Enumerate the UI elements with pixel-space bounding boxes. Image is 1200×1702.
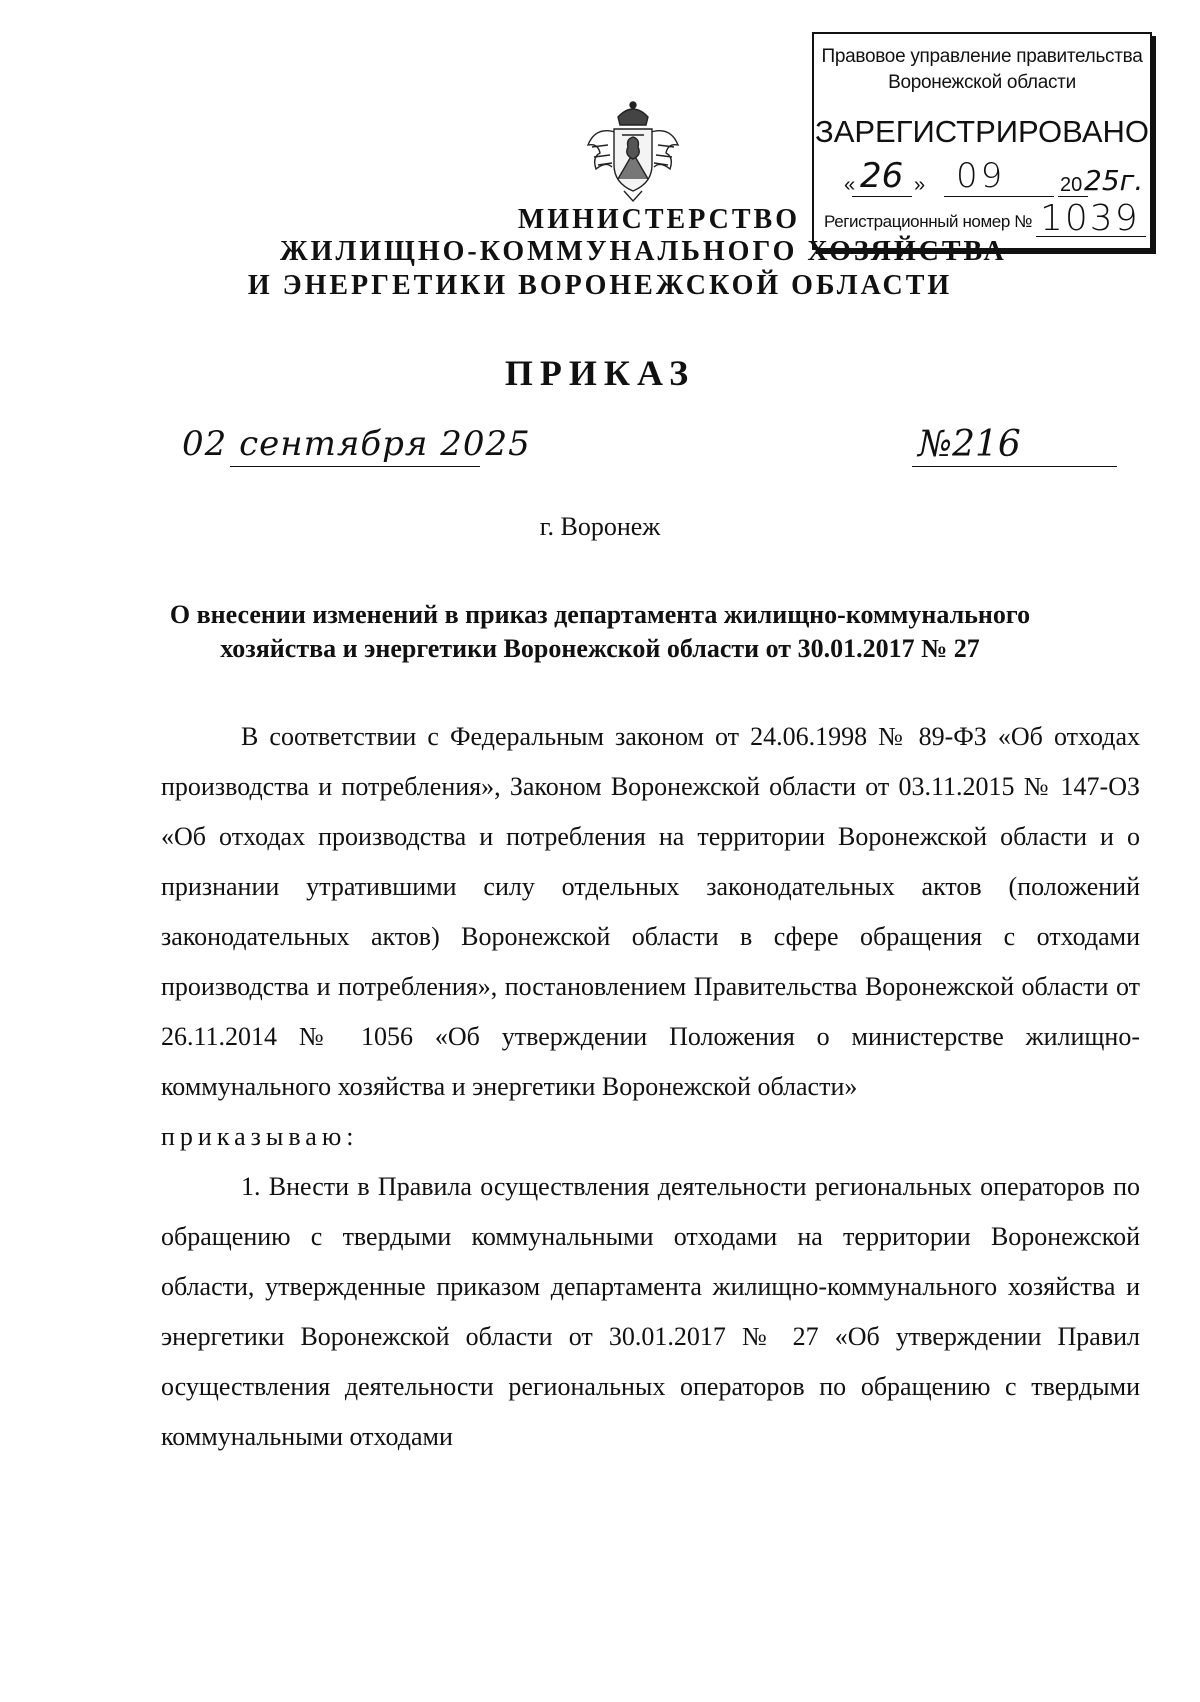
stamp-quote-close: »: [914, 174, 926, 196]
stamp-authority-line1: Правовое управление правительства: [821, 46, 1143, 67]
stamp-year-underline: [1058, 196, 1088, 197]
registration-stamp: [812, 32, 1152, 250]
preamble-text: В соответствии с Федеральным законом от 24.06.1998 № 89-ФЗ «Об отходах производства и потребления», Законом Воронежской области от 03.11.2015 № 147-ОЗ «Об отходах производства и потребления на территории Воронежской области и о признании утратившими силу отдельных законодательных актов (положений законодательных актов) Воронежской области в сфере обращения с отходами производства и потребления», постановлением Правительства Воронежской области от 26.11.2014 № 1056 «Об утверждении Положения о министерстве жилищно-коммунального хозяйства и энергетики Воронежской области»: [161, 722, 1140, 1101]
stamp-year-prefix: 20: [1060, 174, 1083, 196]
item-1-text: 1. Внести в Правила осуществления деятельности региональных операторов по обращению с твердыми коммунальными отходами на территории Воронежской области, утвержденные приказом департамента жилищно-коммунального хозяйства и энергетики Воронежской области от 30.01.2017 № 27 «Об утверждении Правил осуществления деятельности региональных операторов по обращению с твердыми коммунальными отходами: [161, 1172, 1140, 1451]
stamp-day: 26: [860, 156, 904, 196]
stamp-month-underline: [944, 196, 1054, 197]
order-number-underline: [912, 466, 1117, 467]
order-number: №216: [918, 424, 1021, 465]
stamp-year-suffix: 25г.: [1084, 164, 1144, 197]
stamp-month: 09: [956, 156, 1006, 196]
document-body: [161, 712, 1140, 1462]
stamp-reg-number: 1039: [1040, 198, 1140, 239]
stamp-authority-line2: Воронежской области: [888, 72, 1076, 93]
order-subject: [120, 598, 1080, 666]
document-title: ПРИКАЗ: [504, 353, 696, 393]
item-1-paragraph: [161, 1162, 1140, 1462]
order-subject-line1: О внесении изменений в приказ департамента жилищно-коммунального: [169, 600, 1031, 629]
stamp-registered: ЗАРЕГИСТРИРОВАНО: [814, 114, 1149, 149]
stamp-quote-open: «: [844, 174, 856, 196]
stamp-reg-number-label: Регистрационный номер №: [824, 212, 1033, 231]
city: г. Воронеж: [539, 512, 661, 541]
order-date-underline: [230, 466, 480, 467]
order-date: 02 сентября 2025: [182, 424, 531, 464]
org-name-line3: И ЭНЕРГЕТИКИ ВОРОНЕЖСКОЙ ОБЛАСТИ: [247, 270, 953, 301]
org-name-line1: МИНИСТЕРСТВО: [517, 204, 800, 235]
stamp-reg-number-underline: [1036, 236, 1146, 237]
order-subject-line2: хозяйства и энергетики Воронежской области от 30.01.2017 № 27: [220, 634, 980, 663]
order-word: приказываю:: [161, 1122, 359, 1151]
preamble-paragraph: [161, 712, 1140, 1112]
voronezh-coat-of-arms-icon: [578, 95, 688, 205]
stamp-day-underline: [852, 196, 912, 197]
stamp-date: [844, 156, 1144, 200]
org-name-line2: ЖИЛИЩНО-КОММУНАЛЬНОГО ХОЗЯЙСТВА: [280, 236, 1007, 267]
